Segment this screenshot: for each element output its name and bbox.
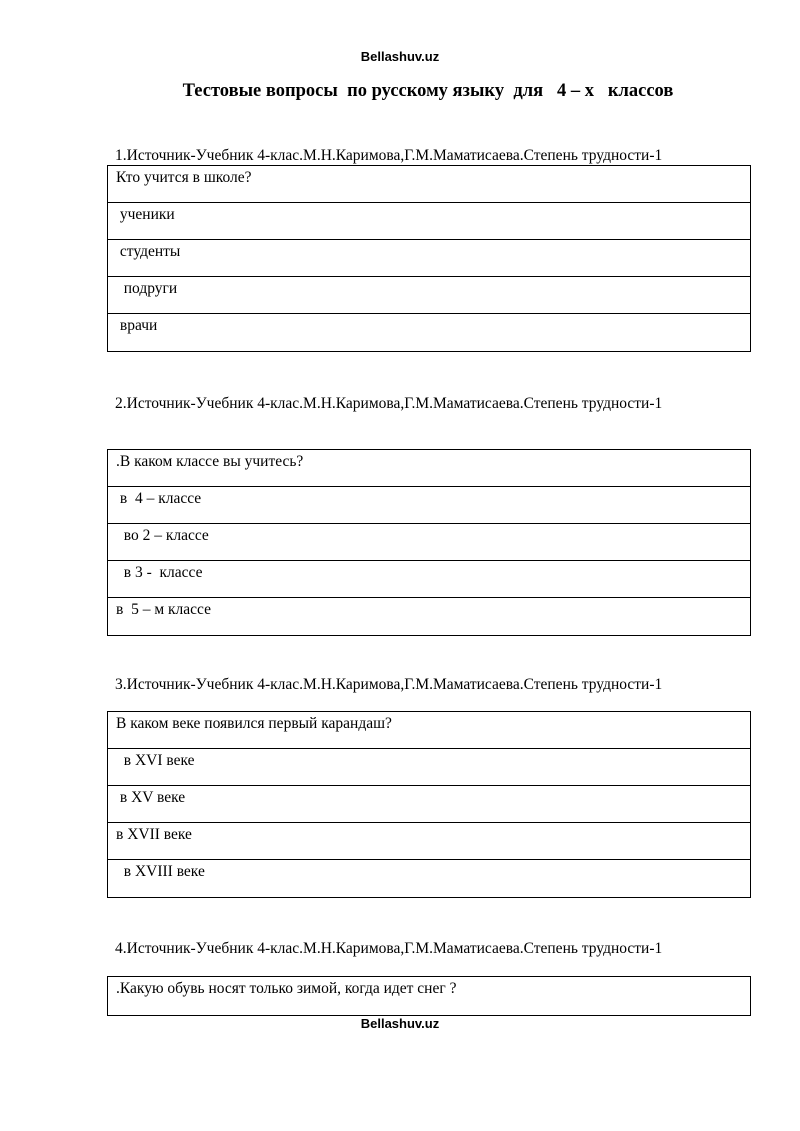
question-3-option-4: в XVIII веке	[108, 860, 751, 898]
question-1-text: Кто учится в школе?	[108, 166, 751, 203]
question-1-option-1: ученики	[108, 203, 751, 240]
question-1-source: 1.Источник-Учебник 4-клас.М.Н.Каримова,Г.М.Маматисаева.Степень трудности-1	[115, 147, 663, 164]
question-2-text: .В каком классе вы учитесь?	[108, 450, 751, 487]
question-2-option-1: в 4 – классе	[108, 487, 751, 524]
question-3-text: В каком веке появился первый карандаш?	[108, 712, 751, 749]
question-3-option-2: в XV веке	[108, 786, 751, 823]
question-1-option-4: врачи	[108, 314, 751, 352]
question-1-option-2: студенты	[108, 240, 751, 277]
question-1-table	[107, 165, 751, 352]
site-footer: Bellashuv.uz	[360, 1016, 440, 1031]
question-2-option-3: в 3 - классе	[108, 561, 751, 598]
question-3-source: 3.Источник-Учебник 4-клас.М.Н.Каримова,Г.М.Маматисаева.Степень трудности-1	[115, 676, 663, 693]
page-title: Тестовые вопросы по русскому языку для 4 – х классов	[182, 81, 674, 101]
question-3-table	[107, 711, 751, 898]
question-2-table	[107, 449, 751, 636]
question-2-option-4: в 5 – м классе	[108, 598, 751, 636]
question-4-table	[107, 976, 751, 1016]
question-3-option-1: в XVI веке	[108, 749, 751, 786]
question-3-option-3: в XVII веке	[108, 823, 751, 860]
question-4-text: .Какую обувь носят только зимой, когда идет снег ?	[108, 977, 751, 1016]
question-4-source: 4.Источник-Учебник 4-клас.М.Н.Каримова,Г.М.Маматисаева.Степень трудности-1	[115, 940, 663, 957]
question-2-option-2: во 2 – классе	[108, 524, 751, 561]
site-header: Bellashuv.uz	[360, 49, 440, 64]
question-1-option-3: подруги	[108, 277, 751, 314]
question-2-source: 2.Источник-Учебник 4-клас.М.Н.Каримова,Г.М.Маматисаева.Степень трудности-1	[115, 395, 663, 412]
